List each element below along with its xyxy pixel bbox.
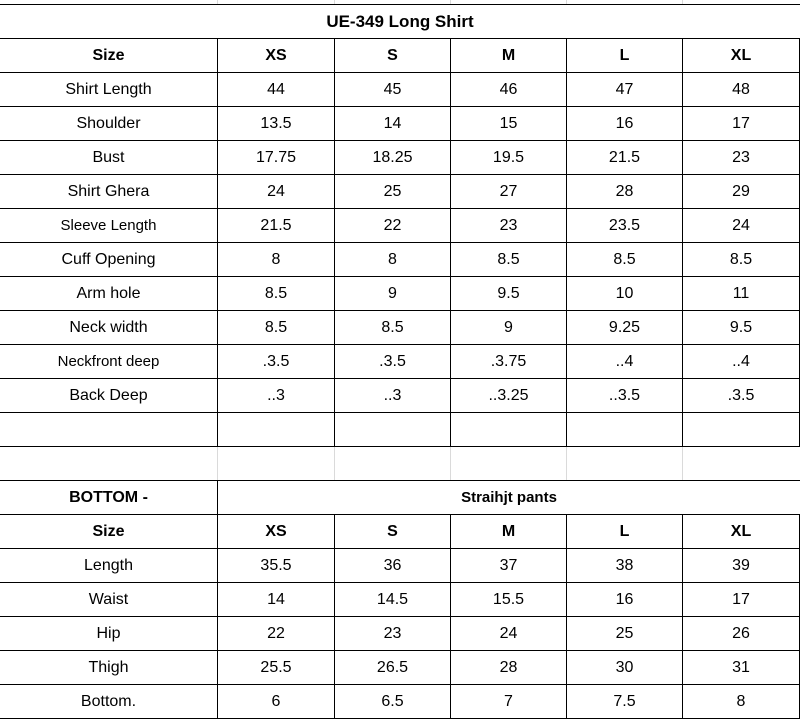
empty-cell — [0, 413, 218, 446]
bottom-value-cell: 7.5 — [567, 685, 683, 718]
bottom-value-cell: 26.5 — [335, 651, 451, 684]
empty-cell — [567, 413, 683, 446]
bottom-value-cell: 38 — [567, 549, 683, 582]
shirt-value-cell: 24 — [218, 175, 335, 208]
bottom-value-cell: 39 — [683, 549, 800, 582]
shirt-value-cell: 16 — [567, 107, 683, 140]
shirt-row — [0, 311, 800, 345]
bottom-measurement-label: Waist — [0, 583, 218, 616]
shirt-measurement-label: Neckfront deep — [0, 345, 218, 378]
shirt-measurement-label: Cuff Opening — [0, 243, 218, 276]
shirt-measurement-label: Arm hole — [0, 277, 218, 310]
header-size: Size — [0, 515, 218, 548]
bottom-value-cell: 35.5 — [218, 549, 335, 582]
bottom-value-cell: 16 — [567, 583, 683, 616]
shirt-row — [0, 243, 800, 277]
bottom-value-cell: 25 — [567, 617, 683, 650]
shirt-value-cell: 8.5 — [335, 311, 451, 344]
shirt-value-cell: 21.5 — [567, 141, 683, 174]
shirt-value-cell: 8.5 — [218, 277, 335, 310]
bottom-row — [0, 685, 800, 719]
bottom-value-cell: 24 — [451, 617, 567, 650]
shirt-value-cell: 46 — [451, 73, 567, 106]
bottom-value-cell: 25.5 — [218, 651, 335, 684]
bottom-label: BOTTOM - — [0, 481, 218, 514]
bottom-measurement-label: Hip — [0, 617, 218, 650]
shirt-measurement-label: Back Deep — [0, 379, 218, 412]
shirt-row — [0, 209, 800, 243]
header-l: L — [567, 39, 683, 72]
shirt-value-cell: 25 — [335, 175, 451, 208]
shirt-value-cell: 10 — [567, 277, 683, 310]
gap-cell — [218, 447, 335, 480]
shirt-title: UE-349 Long Shirt — [326, 11, 474, 31]
bottom-measurement-label: Thigh — [0, 651, 218, 684]
shirt-value-cell: 29 — [683, 175, 800, 208]
gap-cell — [335, 447, 451, 480]
header-m: M — [451, 515, 567, 548]
shirt-measurement-label: Shoulder — [0, 107, 218, 140]
shirt-value-cell: 8.5 — [218, 311, 335, 344]
shirt-header-row — [0, 39, 800, 73]
bottom-value-cell: 30 — [567, 651, 683, 684]
shirt-value-cell: 19.5 — [451, 141, 567, 174]
bottom-value-cell: 31 — [683, 651, 800, 684]
gap-cell — [0, 447, 218, 480]
empty-row — [0, 413, 800, 447]
shirt-measurement-label: Shirt Ghera — [0, 175, 218, 208]
bottom-title-row — [0, 481, 800, 515]
bottom-value-cell: 14 — [218, 583, 335, 616]
shirt-value-cell: 23 — [451, 209, 567, 242]
shirt-value-cell: ..4 — [567, 345, 683, 378]
shirt-value-cell: 14 — [335, 107, 451, 140]
shirt-row — [0, 277, 800, 311]
shirt-value-cell: 8 — [218, 243, 335, 276]
bottom-value-cell: 15.5 — [451, 583, 567, 616]
header-size: Size — [0, 39, 218, 72]
bottom-value-cell: 22 — [218, 617, 335, 650]
header-m: M — [451, 39, 567, 72]
header-xs: XS — [218, 39, 335, 72]
empty-cell — [218, 413, 335, 446]
shirt-value-cell: ..3 — [218, 379, 335, 412]
shirt-value-cell: ..3 — [335, 379, 451, 412]
empty-cell — [335, 413, 451, 446]
shirt-value-cell: .3.5 — [218, 345, 335, 378]
shirt-value-cell: ..4 — [683, 345, 800, 378]
shirt-value-cell: 24 — [683, 209, 800, 242]
shirt-value-cell: 22 — [335, 209, 451, 242]
shirt-row — [0, 345, 800, 379]
bottom-measurement-label: Length — [0, 549, 218, 582]
shirt-row — [0, 379, 800, 413]
shirt-title-row — [0, 4, 800, 39]
bottom-header-row — [0, 515, 800, 549]
shirt-value-cell: 27 — [451, 175, 567, 208]
shirt-value-cell: 17.75 — [218, 141, 335, 174]
header-l: L — [567, 515, 683, 548]
shirt-measurement-label: Sleeve Length — [0, 209, 218, 242]
shirt-value-cell: .3.75 — [451, 345, 567, 378]
header-s: S — [335, 515, 451, 548]
bottom-row — [0, 651, 800, 685]
bottom-value-cell: 23 — [335, 617, 451, 650]
shirt-value-cell: .3.5 — [683, 379, 800, 412]
shirt-value-cell: 17 — [683, 107, 800, 140]
shirt-value-cell: 45 — [335, 73, 451, 106]
shirt-value-cell: 23 — [683, 141, 800, 174]
shirt-value-cell: 9.5 — [451, 277, 567, 310]
bottom-value-cell: 14.5 — [335, 583, 451, 616]
gap-cell — [451, 447, 567, 480]
bottom-row — [0, 583, 800, 617]
shirt-value-cell: 8.5 — [683, 243, 800, 276]
bottom-value-cell: 6.5 — [335, 685, 451, 718]
bottom-value-cell: 26 — [683, 617, 800, 650]
shirt-value-cell: 15 — [451, 107, 567, 140]
bottom-value-cell: 28 — [451, 651, 567, 684]
header-xl: XL — [683, 39, 800, 72]
bottom-subtitle: Straihjt pants — [461, 489, 557, 506]
header-xl: XL — [683, 515, 800, 548]
shirt-row — [0, 175, 800, 209]
bottom-value-cell: 36 — [335, 549, 451, 582]
shirt-value-cell: 9.5 — [683, 311, 800, 344]
shirt-value-cell: 8.5 — [567, 243, 683, 276]
shirt-value-cell: 9.25 — [567, 311, 683, 344]
gap-row — [0, 447, 800, 481]
gap-cell — [683, 447, 800, 480]
bottom-row — [0, 549, 800, 583]
shirt-value-cell: 8.5 — [451, 243, 567, 276]
shirt-value-cell: 23.5 — [567, 209, 683, 242]
bottom-value-cell: 7 — [451, 685, 567, 718]
bottom-value-cell: 8 — [683, 685, 800, 718]
shirt-row — [0, 73, 800, 107]
bottom-value-cell: 6 — [218, 685, 335, 718]
gap-cell — [567, 447, 683, 480]
shirt-measurement-label: Bust — [0, 141, 218, 174]
bottom-value-cell: 37 — [451, 549, 567, 582]
shirt-value-cell: 48 — [683, 73, 800, 106]
shirt-value-cell: 8 — [335, 243, 451, 276]
shirt-value-cell: ..3.5 — [567, 379, 683, 412]
empty-cell — [683, 413, 800, 446]
empty-cell — [451, 413, 567, 446]
shirt-row — [0, 141, 800, 175]
shirt-measurement-label: Neck width — [0, 311, 218, 344]
shirt-value-cell: 28 — [567, 175, 683, 208]
shirt-value-cell: 13.5 — [218, 107, 335, 140]
shirt-value-cell: 18.25 — [335, 141, 451, 174]
shirt-value-cell: 11 — [683, 277, 800, 310]
shirt-value-cell: 21.5 — [218, 209, 335, 242]
header-xs: XS — [218, 515, 335, 548]
shirt-measurement-label: Shirt Length — [0, 73, 218, 106]
shirt-value-cell: 47 — [567, 73, 683, 106]
shirt-value-cell: 9 — [451, 311, 567, 344]
shirt-value-cell: ..3.25 — [451, 379, 567, 412]
header-s: S — [335, 39, 451, 72]
bottom-row — [0, 617, 800, 651]
bottom-measurement-label: Bottom. — [0, 685, 218, 718]
shirt-value-cell: 44 — [218, 73, 335, 106]
bottom-value-cell: 17 — [683, 583, 800, 616]
shirt-value-cell: 9 — [335, 277, 451, 310]
shirt-row — [0, 107, 800, 141]
shirt-value-cell: .3.5 — [335, 345, 451, 378]
